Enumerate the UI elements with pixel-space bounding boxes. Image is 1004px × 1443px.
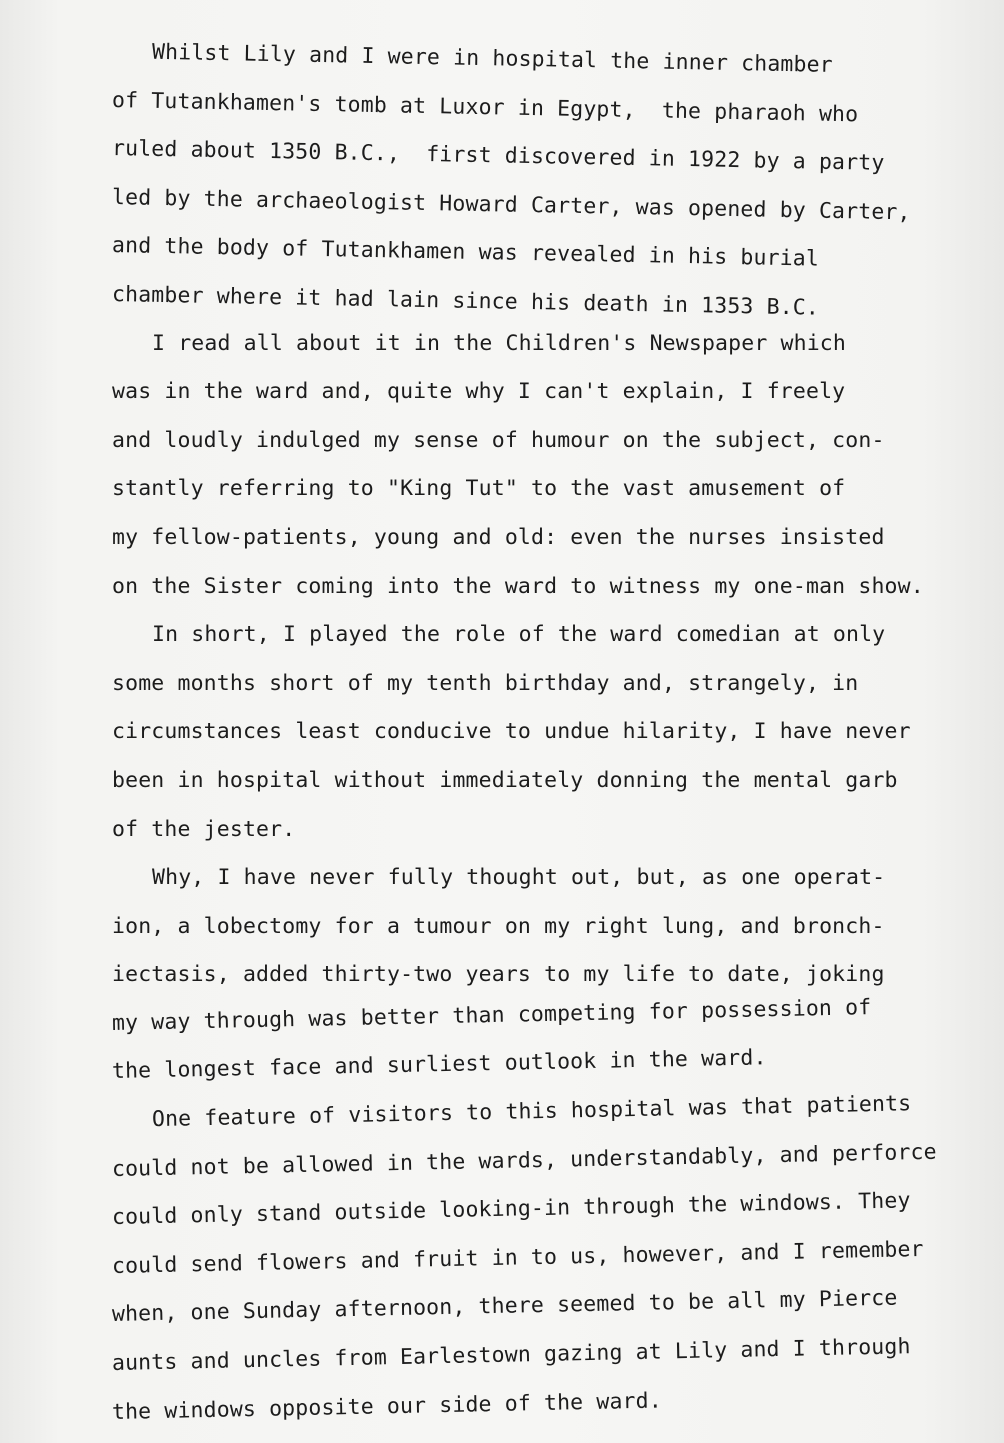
text-line: could not be allowed in the wards, understandably, and perforce <box>111 1139 938 1182</box>
text-line: my fellow-patients, young and old: even the nurses insisted <box>112 524 885 550</box>
body-text <box>112 28 992 1437</box>
text-line: and loudly indulged my sense of humour on the subject, con- <box>112 427 885 453</box>
text-line: could only stand outside looking-in through the windows. They <box>111 1188 911 1231</box>
text-line: I read all about it in the Children's Newspaper which <box>152 330 846 356</box>
text-line: some months short of my tenth birthday and, strangely, in <box>112 670 859 696</box>
text-line: been in hospital without immediately donning the mental garb <box>112 767 898 793</box>
text-line: my way through was better than competing for possession of <box>111 994 872 1036</box>
text-line: and the body of Tutankhamen was revealed in his burial <box>111 233 820 272</box>
text-line: stantly referring to "King Tut" to the vast amusement of <box>112 476 846 502</box>
text-line: of Tutankhamen's tomb at Luxor in Egypt, the pharaoh who <box>111 87 859 127</box>
text-line: the windows opposite our side of the ward. <box>111 1388 663 1425</box>
text-line: ruled about 1350 B.C., first discovered in 1922 by a party <box>111 136 885 177</box>
text-line: circumstances least conducive to undue hilarity, I have never <box>112 719 911 745</box>
text-line: One feature of visitors to this hospital was that patients <box>151 1091 912 1133</box>
text-line: led by the archaeologist Howard Carter, was opened by Carter, <box>111 184 911 226</box>
text-line: on the Sister coming into the ward to witness my one-man show. <box>112 573 924 599</box>
text-line: chamber where it had lain since his death in 1353 B.C. <box>111 281 820 321</box>
text-line: could send flowers and fruit in to us, however, and I remember <box>111 1236 924 1279</box>
text-line: Why, I have never fully thought out, but, as one operat- <box>152 865 886 891</box>
text-line: was in the ward and, quite why I can't explain, I freely <box>112 379 846 405</box>
text-line: In short, I played the role of the ward comedian at only <box>152 622 886 648</box>
text-line: of the jester. <box>112 816 296 842</box>
text-line: aunts and uncles from Earlestown gazing at Lily and I through <box>111 1334 911 1377</box>
text-line: ion, a lobectomy for a tumour on my right lung, and bronch- <box>112 913 885 939</box>
text-line: the longest face and surliest outlook in the ward. <box>111 1045 767 1085</box>
text-line: iectasis, added thirty-two years to my life to date, joking <box>112 962 885 988</box>
text-line: Whilst Lily and I were in hospital the inner chamber <box>151 39 834 78</box>
text-line: when, one Sunday afternoon, there seemed to be all my Pierce <box>111 1285 898 1328</box>
